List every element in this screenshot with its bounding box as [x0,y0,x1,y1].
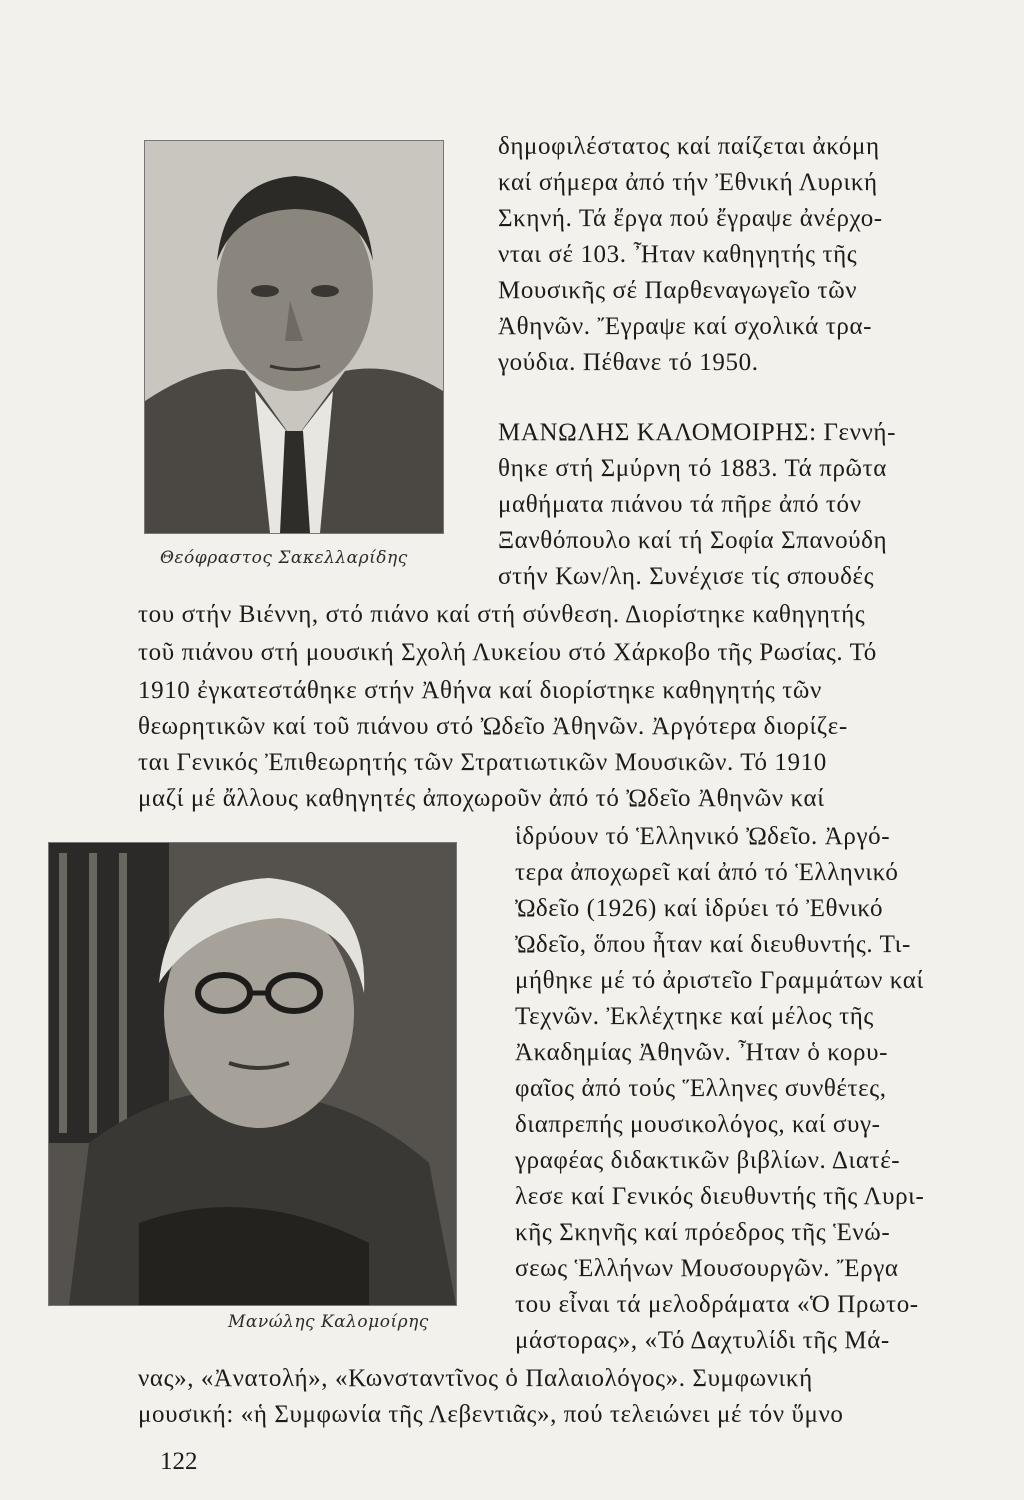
text-line: λεσε καί Γενικός διευθυντής τῆς Λυρι- [515,1183,925,1210]
text-line: Ξανθόπουλο καί τή Σοφία Σπανούδη [498,527,888,554]
text-line: τερα ἀποχωρεῖ καί ἀπό τό Ἑλληνικό [515,859,899,886]
text-line: μαθήματα πιάνου τά πῆρε ἀπό τόν [498,491,862,518]
text-line: μουσική: «ἡ Συμφωνία τῆς Λεβεντιᾶς», πού τελειώνει μέ τόν ὕμνο [138,1401,844,1428]
text-line: κῆς Σκηνῆς καί πρόεδρος τῆς Ἑνώ- [515,1219,891,1246]
text-line: δημοφιλέστατος καί παίζεται ἀκόμη [498,133,880,160]
text-line: μαζί μέ ἄλλους καθηγητές ἀποχωροῦν ἀπό τό Ὠδεῖο Ἀθηνῶν καί [138,785,825,812]
text-line: του εἶναι τά μελοδράματα «Ὁ Πρωτο- [515,1291,919,1318]
text-line: Ὠδεῖο, ὅπου ἦταν καί διευθυντής. Τι- [515,931,911,958]
text-line: μήθηκε μέ τό ἀριστεῖο Γραμμάτων καί [515,967,924,994]
text-line: νται σέ 103. Ἦταν καθηγητής τῆς [498,241,858,268]
text-line: καί σήμερα ἀπό τήν Ἐθνική Λυρική [498,169,878,196]
text-line: Σκηνή. Τά ἔργα πού ἔγραψε ἀνέρχο- [498,205,883,232]
text-line: Μουσικῆς σέ Παρθεναγωγεῖο τῶν [498,277,858,304]
text-line: διαπρεπής μουσικολόγος, καί συγ- [515,1111,881,1138]
text-line: του στήν Βιέννη, στό πιάνο καί στή σύνθεση. Διορίστηκε καθηγητής [138,601,866,628]
portrait-photo-sakellaridis [144,140,444,534]
portrait-photo-kalomoiris [48,842,457,1306]
text-line: Ὠδεῖο (1926) καί ἱδρύει τό Ἐθνικό [515,895,884,922]
text-line: τοῦ πιάνου στή μουσική Σχολή Λυκείου στό Χάρκοβο τῆς Ρωσίας. Τό [138,639,877,666]
text-line: ἱδρύουν τό Ἑλληνικό Ὠδεῖο. Ἀργό- [515,823,891,850]
text-line: γούδια. Πέθανε τό 1950. [498,349,759,376]
text-line: θηκε στή Σμύρνη τό 1883. Τά πρῶτα [498,455,887,482]
text-line: φαῖος ἀπό τούς Ἕλληνες συνθέτες, [515,1075,887,1102]
text-line: 1910 ἐγκατεστάθηκε στήν Ἀθήνα καί διορίστηκε καθηγητής τῶν [138,677,822,704]
text-line: γραφέας διδακτικῶν βιβλίων. Διατέ- [515,1147,901,1174]
text-line: Ἀθηνῶν. Ἔγραψε καί σχολικά τρα- [498,313,873,340]
page-number: 122 [160,1448,198,1475]
text-line: νας», «Ἀνατολή», «Κωνσταντῖνος ὁ Παλαιολόγος». Συμφωνική [138,1365,813,1392]
text-line: Τεχνῶν. Ἐκλέχτηκε καί μέλος τῆς [515,1003,874,1030]
text-line: ται Γενικός Ἐπιθεωρητής τῶν Στρατιωτικῶν Μουσικῶν. Τό 1910 [138,749,827,776]
photo-caption-sakellaridis: Θεόφραστος Σακελλαρίδης [160,548,408,568]
text-line: σεως Ἑλλήνων Μουσουργῶν. Ἔργα [515,1255,899,1282]
text-line: θεωρητικῶν καί τοῦ πιάνου στό Ὠδεῖο Ἀθηνῶν. Ἀργότερα διορίζε- [138,713,848,740]
photo-caption-kalomoiris: Μανώλης Καλομοίρης [228,1312,429,1332]
section-heading-line: ΜΑΝΩΛΗΣ ΚΑΛΟΜΟΙΡΗΣ: Γεννή- [498,419,897,446]
text-line: Ἀκαδημίας Ἀθηνῶν. Ἦταν ὁ κορυ- [515,1039,888,1066]
text-line: στήν Κων/λη. Συνέχισε τίς σπουδές [498,563,875,590]
text-line: μάστορας», «Τό Δαχτυλίδι τῆς Μά- [515,1327,890,1354]
